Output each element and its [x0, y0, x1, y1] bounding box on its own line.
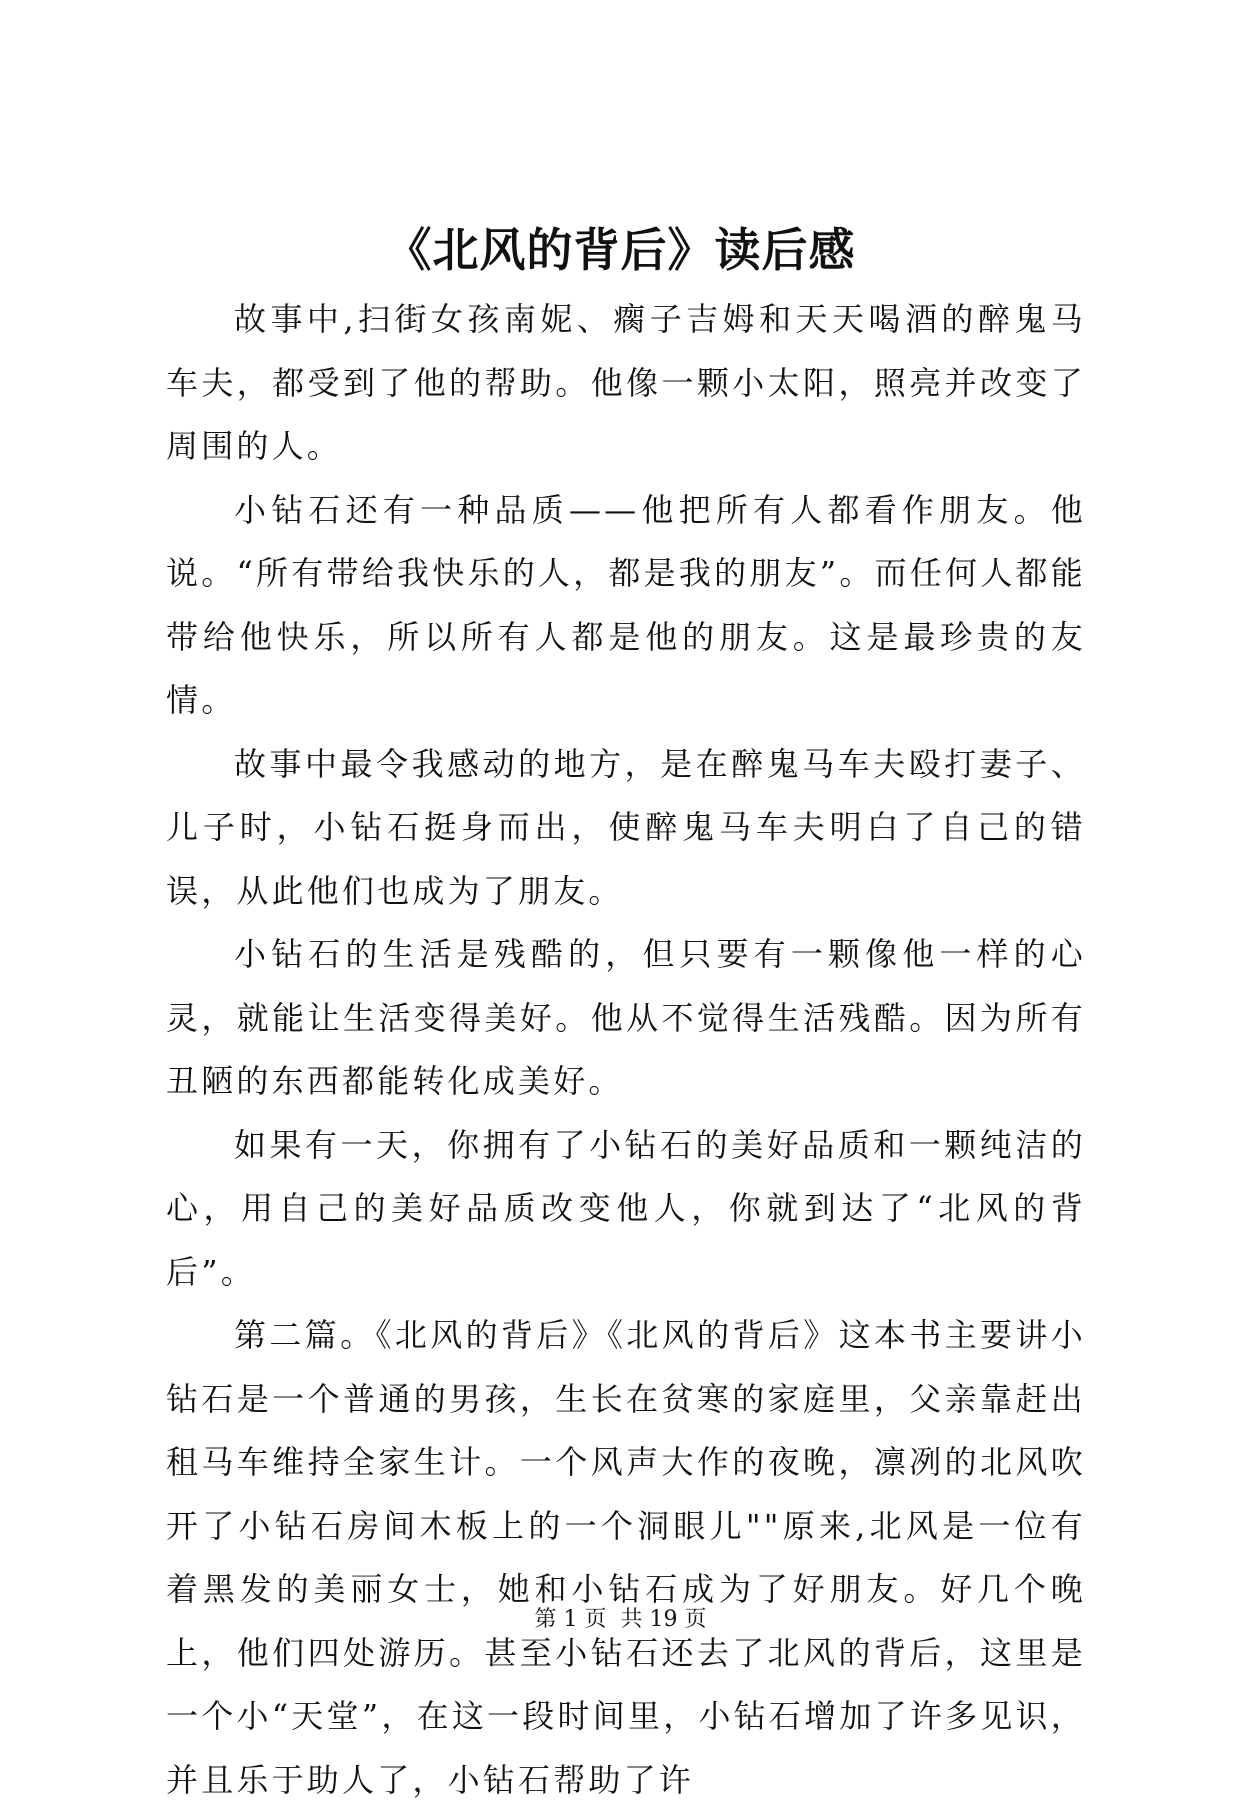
- paragraph: 小钻石的生活是残酷的，但只要有一颗像他一样的心灵，就能让生活变得美好。他从不觉得生活残酷。因为所有丑陋的东西都能转化成美好。: [166, 935, 1086, 1100]
- page-number-label: 第 1 页 共 19 页: [534, 1607, 707, 1632]
- document-title: 《北风的背后》读后感: [385, 223, 856, 277]
- page-footer: [0, 1605, 1241, 1635]
- paragraph: 故事中,扫街女孩南妮、瘸子吉姆和天天喝酒的醉鬼马车夫，都受到了他的帮助。他像一颗小太阳，照亮并改变了周围的人。: [166, 300, 1086, 465]
- paragraph: 小钻石还有一种品质——他把所有人都看作朋友。他说。“所有带给我快乐的人，都是我的朋友”。而任何人都能带给他快乐，所以所有人都是他的朋友。这是最珍贵的友情。: [166, 490, 1086, 719]
- paragraph: 第二篇。《北风的背后》《北风的背后》这本书主要讲小钻石是一个普通的男孩，生长在贫寒的家庭里，父亲靠赶出租马车维持全家生计。一个风声大作的夜晚，凛冽的北风吹开了小钻石房间木板上的一个洞眼儿""原来,北风是一位有着黑发的美丽女士，她和小钻石成为了好朋友。好几个晚上，他们四处游历。甚至小钻石还去了北风的背后，这里是一个小“天堂”，在这一段时间里，小钻石增加了许多见识，并且乐于助人了，小钻石帮助了许: [166, 1316, 1086, 1799]
- paragraph: 故事中最令我感动的地方，是在醉鬼马车夫殴打妻子、儿子时，小钻石挺身而出，使醉鬼马车夫明白了自己的错误，从此他们也成为了朋友。: [166, 744, 1086, 910]
- paragraph: 如果有一天，你拥有了小钻石的美好品质和一颗纯洁的心，用自己的美好品质改变他人，你就到达了“北风的背后”。: [166, 1125, 1086, 1291]
- document-body: [166, 288, 1086, 1812]
